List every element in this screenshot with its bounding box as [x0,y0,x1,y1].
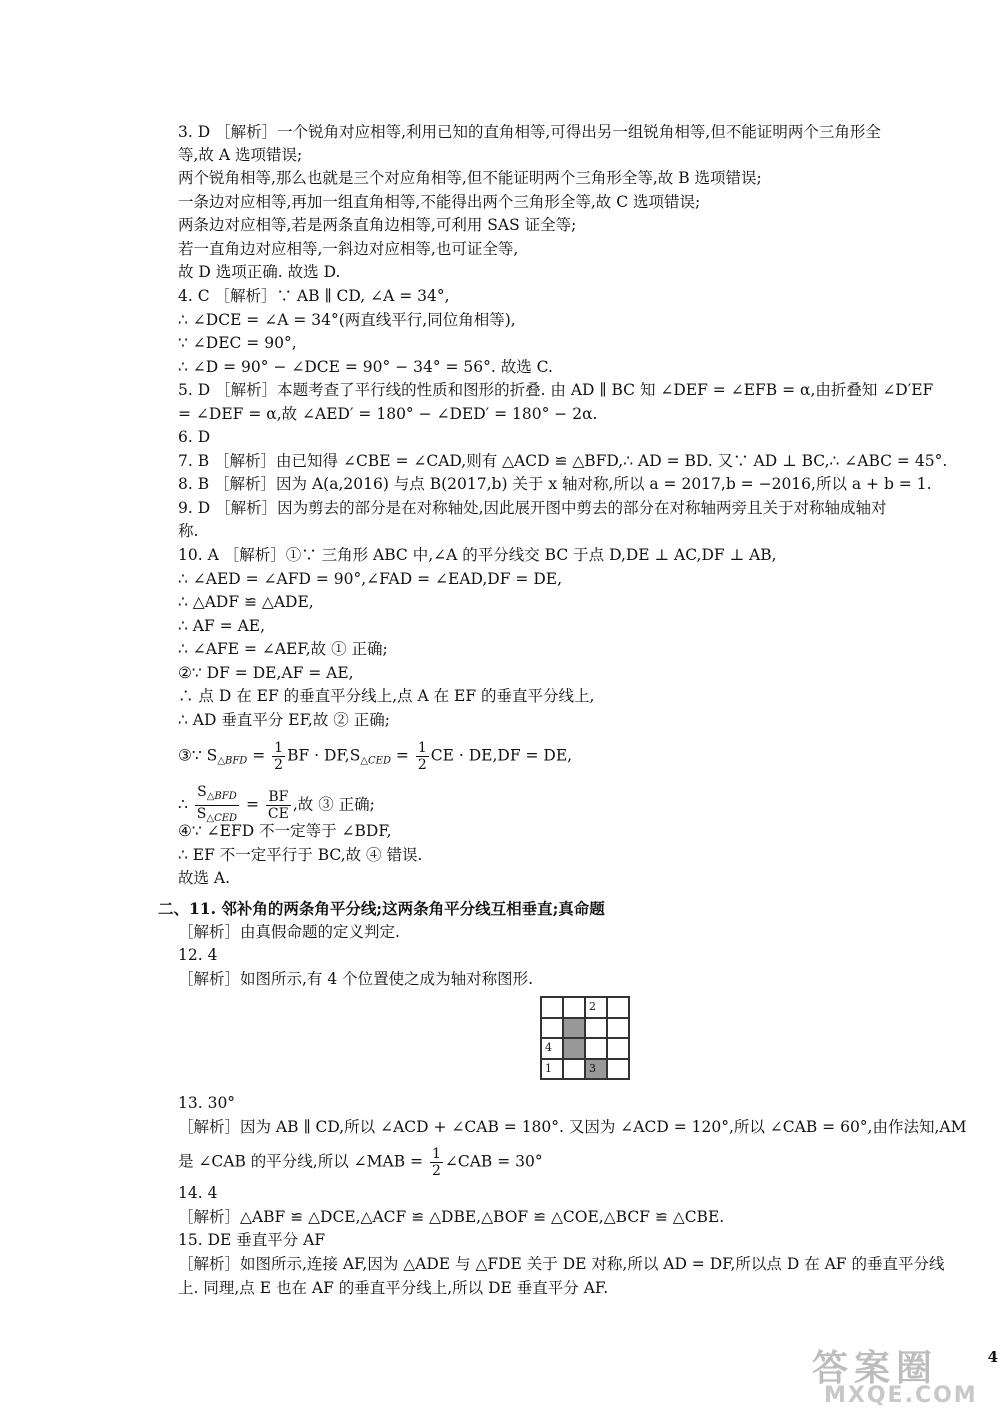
text-line: 两条边对应相等,若是两条直角边相等,可利用 SAS 证全等; [178,216,577,234]
text-line: ∴ EF 不一定平行于 BC,故 ④ 错误. [178,846,423,864]
text-line: = ∠DEF = α,故 ∠AED′ = 180° − ∠DED′ = 180° − 2α. [178,405,598,423]
text-line: ∴ AD 垂直平分 EF,故 ② 正确; [178,711,390,729]
equation-ratio-conclusion: ∴ $\frac{S_{\triangle BFD}}{S_{\triangle CED}}$ = $\frac{BF}{CE}$ ,故 ③ 正确; [178,784,375,824]
watermark-url: MXQE.COM [824,1383,978,1408]
text-line: ∴ AF = AE, [178,617,266,635]
grid-cell [563,1018,585,1039]
grid-cell [541,997,563,1018]
text-line: ［解析］由真假命题的定义判定. [178,923,400,941]
text-line: 4. C ［解析］∵ AB ∥ CD, ∠A = 34°, [178,287,450,305]
text-line: 8. B ［解析］因为 A(a,2016) 与点 B(2017,b) 关于 x 轴对称,所以 a = 2017,b = −2016,所以 a + b = 1. [178,475,932,493]
text-line: 13. 30° [178,1094,236,1112]
section-two-heading: 二、11. 邻补角的两条角平分线;这两条角平分线互相垂直;真命题 [158,899,605,918]
text-line: 14. 4 [178,1184,218,1202]
watermark-logo: 答案圈 [812,1348,939,1389]
grid-cell [585,1038,607,1059]
text-line: 9. D ［解析］因为剪去的部分是在对称轴处,因此展开图中剪去的部分在对称轴两旁且关于对称轴成轴对 [178,499,887,517]
text-line: 6. D [178,428,211,446]
text-line: ∴ 点 D 在 EF 的垂直平分线上,点 A 在 EF 的垂直平分线上, [178,687,595,705]
grid-cell [563,1038,585,1059]
text-line: 一条边对应相等,再加一组直角相等,不能得出两个三角形全等,故 C 选项错误; [178,193,701,211]
text-line: ［解析］如图所示,连接 AF,因为 △ADE 与 △FDE 关于 DE 对称,所以 AD = DF,所以点 D 在 AF 的垂直平分线 [178,1255,945,1273]
grid-cell: 4 [541,1038,563,1059]
grid-cell: 2 [585,997,607,1018]
grid-cell [607,997,629,1018]
grid-cell [563,1059,585,1080]
text-line: ［解析］△ABF ≌ △DCE,△ACF ≌ △DBE,△BOF ≌ △COE,△BCF ≌ △CBE. [178,1208,725,1226]
grid-cell: 1 [541,1059,563,1080]
text-line: ∴ ∠D = 90° − ∠DCE = 90° − 34° = 56°. 故选 C. [178,358,553,376]
text-line: 故 D 选项正确. 故选 D. [178,263,341,281]
text-line: ［解析］因为 AB ∥ CD,所以 ∠ACD + ∠CAB = 180°. 又因为 ∠ACD = 120°,所以 ∠CAB = 60°,由作法知,AM [178,1118,967,1136]
equation-angle-mab: 是 ∠CAB 的平分线,所以 ∠MAB = $\frac{1}{2}$ ∠CAB = 30° [178,1146,543,1179]
grid-cell [607,1018,629,1039]
grid-cell [607,1038,629,1059]
page-number: 4 [987,1348,998,1366]
text-line: 称. [178,522,199,540]
text-line: ∴ ∠AFE = ∠AEF,故 ① 正确; [178,640,388,658]
grid-cell [563,997,585,1018]
text-line: 等,故 A 选项错误; [178,146,303,164]
text-line: ④∵ ∠EFD 不一定等于 ∠BDF, [178,822,392,840]
text-line: 5. D ［解析］本题考查了平行线的性质和图形的折叠. 由 AD ∥ BC 知 ∠DEF = ∠EFB = α,由折叠知 ∠D′EF [178,381,934,399]
text-line: ∴ △ADF ≌ △ADE, [178,593,314,611]
text-line: ②∵ DF = DE,AF = AE, [178,664,354,682]
grid-cell [541,1018,563,1039]
text-line: 故选 A. [178,869,231,887]
text-line: 3. D ［解析］一个锐角对应相等,利用已知的直角相等,可得出另一组锐角相等,但不能证明两个三角形全 [178,123,881,141]
text-line: 7. B ［解析］由已知得 ∠CBE = ∠CAD,则有 △ACD ≌ △BFD,∴ AD = BD. 又∵ AD ⊥ BC,∴ ∠ABC = 45°. [178,452,948,470]
text-line: 10. A ［解析］①∵ 三角形 ABC 中,∠A 的平分线交 BC 于点 D,DE ⊥ AC,DF ⊥ AB, [178,546,777,564]
text-line: ∴ ∠DCE = ∠A = 34°(两直线平行,同位角相等), [178,311,516,329]
equation-area-ratio: ③∵ $S_{\triangle BFD}$ = $\frac{1}{2}$ BF · $DF,S_{\triangle CED}$ = $\frac{1}{2}$ CE · DE,DF = DE, [178,740,573,773]
text-line: 上. 同理,点 E 也在 AF 的垂直平分线上,所以 DE 垂直平分 AF. [178,1279,609,1297]
axis-symmetry-grid-figure [540,996,630,1080]
grid-cell [607,1059,629,1080]
text-line: 12. 4 [178,946,218,964]
text-line: 15. DE 垂直平分 AF [178,1231,326,1249]
text-line: 两个锐角相等,那么也就是三个对应角相等,但不能证明两个三角形全等,故 B 选项错误; [178,169,762,187]
text-line: ∴ ∠AED = ∠AFD = 90°,∠FAD = ∠EAD,DF = DE, [178,570,563,588]
grid-cell [585,1018,607,1039]
grid-cell: 3 [585,1059,607,1080]
text-line: ∵ ∠DEC = 90°, [178,334,297,352]
text-line: 若一直角边对应相等,一斜边对应相等,也可证全等, [178,240,519,258]
text-line: ［解析］如图所示,有 4 个位置使之成为轴对称图形. [178,970,534,988]
